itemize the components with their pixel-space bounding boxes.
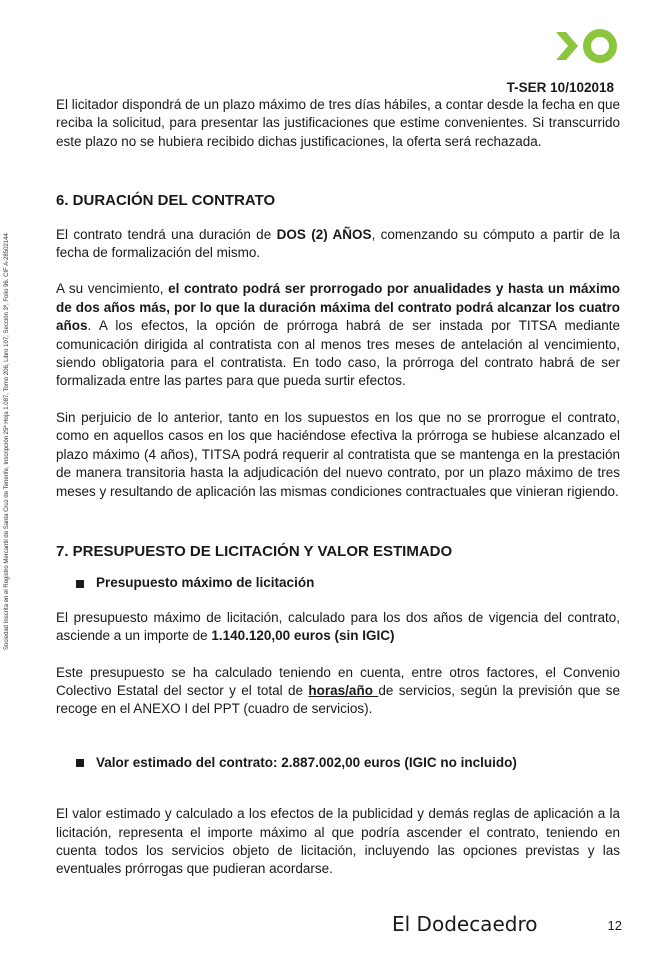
page-number: 12 bbox=[607, 918, 622, 933]
document-body bbox=[56, 96, 620, 879]
bullet-presupuesto-maximo: Presupuesto máximo de licitación bbox=[56, 574, 620, 592]
section-6-paragraph-2: A su vencimiento, el contrato podrá ser prorrogado por anualidades y hasta un máximo de dos años más, por lo que la duración máxima del contrato podrá alcanzar los cuatro años. A los efectos, la opción de prórroga habrá de ser instada por TITSA mediante comunicación dirigida al contratista con al menos tres meses de antelación al vencimiento, siendo obligatoria para el contratista. En todo caso, la prórroga del contrato habrá de ser formalizada entre las partes para que pueda surtir efectos. bbox=[56, 281, 620, 389]
titsa-logo bbox=[552, 26, 622, 66]
footer-signature: El Dodecaedro bbox=[392, 912, 538, 936]
logo-ring-shape bbox=[587, 33, 613, 59]
bullet-valor-estimado: Valor estimado del contrato: 2.887.002,00 euros (IGIC no incluido) bbox=[56, 754, 620, 772]
bullet-square-icon bbox=[76, 580, 84, 588]
logo-chevron-shape bbox=[556, 32, 578, 60]
registry-sidebar-text: Sociedad Inscrita en el Registro Mercantil de Santa Cruz de Tenerife, Inscripción 25ª Hoja 1.087, Tomo 206, Libro 107, Sección 3ª, Folio 96. CIF A-28502144 bbox=[4, 233, 10, 650]
section-6-paragraph-3: Sin perjuicio de lo anterior, tanto en los supuestos en los que no se prorrogue el contrato, como en aquellos casos en los que haciéndose efectiva la prórroga se hubiese alcanzado el plazo máximo (4 años), TITSA podrá requerir al contratista que se mantenga en la prestación de manera transitoria hasta la adjudicación del nuevo contrato, por un plazo máximo de tres meses y resultando de aplicación las mismas condiciones contractuales que vinieran rigiendo. bbox=[56, 409, 620, 499]
section-6-paragraph-1: El contrato tendrá una duración de DOS (2) AÑOS, comenzando su cómputo a partir de la fecha de formalización del mismo. bbox=[56, 226, 620, 261]
bullet-square-icon bbox=[76, 759, 84, 767]
section-6-title: 6. DURACIÓN DEL CONTRATO bbox=[56, 192, 276, 210]
section-7-paragraph-3: El valor estimado y calculado a los efectos de la publicidad y demás reglas de aplicación a la licitación, representa el importe máximo al que podría ascender el contrato, teniendo en cuenta todos los servicios objeto de licitación, incluyendo las opciones previstas y las eventuales prórrogas que pudieran acordarse. bbox=[56, 806, 620, 877]
section-7-paragraph-1: El presupuesto máximo de licitación, calculado para los dos años de vigencia del contrato, asciende a un importe de 1.140.120,00 euros (sin IGIC) bbox=[56, 609, 620, 644]
document-reference: T-SER 10/102018 bbox=[506, 80, 614, 95]
section-7-paragraph-2: Este presupuesto se ha calculado teniendo en cuenta, entre otros factores, el Convenio Colectivo Estatal del sector y el total de horas/año de servicios, según la previsión que se recoge en el ANEXO I del PPT (cuadro de servicios). bbox=[56, 664, 620, 717]
intro-paragraph: El licitador dispondrá de un plazo máximo de tres días hábiles, a contar desde la fecha en que reciba la solicitud, para presentar las justificaciones que estime convenientes. Si transcurrido este plazo no se hubiera recibido dichas justificaciones, la oferta será rechazada. bbox=[56, 97, 620, 149]
section-7-title: 7. PRESUPUESTO DE LICITACIÓN Y VALOR ESTIMADO bbox=[56, 542, 453, 560]
